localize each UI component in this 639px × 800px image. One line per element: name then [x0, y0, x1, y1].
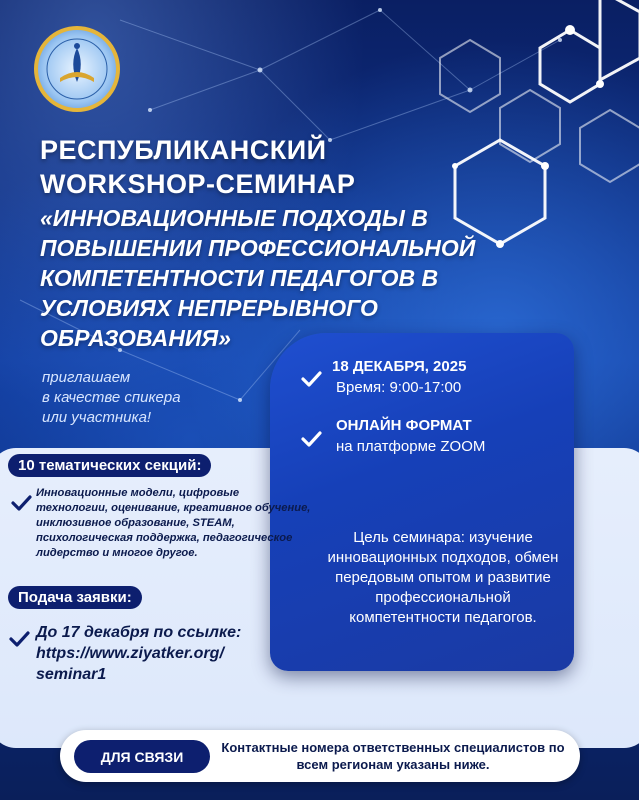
contact-button[interactable]: ДЛЯ СВЯЗИ — [74, 740, 210, 773]
application-deadline-link[interactable]: До 17 декабря по ссылке: https://www.ziyatker.org/ seminar1 — [36, 624, 242, 683]
check-icon — [8, 628, 30, 650]
logo-emblem-icon — [38, 30, 116, 108]
seminar-topic: «ИННОВАЦИОННЫЕ ПОДХОДЫ В ПОВЫШЕНИИ ПРОФЕССИОНАЛЬНОЙ КОМПЕТЕНТНОСТИ ПЕДАГОГОВ В УСЛОВИЯХ НЕПРЕРЫВНОГО ОБРАЗОВАНИЯ» — [40, 205, 476, 351]
check-icon — [10, 492, 32, 514]
application-label: Подача заявки: — [8, 586, 142, 609]
organization-logo — [34, 26, 120, 112]
check-icon — [300, 368, 322, 390]
event-format: ОНЛАЙН ФОРМАТ — [336, 417, 472, 434]
contact-info-text: Контактные номера ответственных специалистов по всем регионам указаны ниже. — [221, 740, 565, 772]
sections-list: Инновационные модели, цифровые технологии, оценивание, креативное обучение, инклюзивное образование, STEAM, психологическая поддержка, педагогическое лидерство и многое другое. — [36, 487, 311, 559]
event-platform: на платформе ZOOM — [336, 438, 486, 455]
invitation-text: приглашаем в качестве спикера или участника! — [42, 369, 181, 426]
title-line-1: РЕСПУБЛИКАНСКИЙ — [40, 135, 327, 165]
sections-label: 10 тематических секций: — [8, 454, 211, 477]
title-line-2: WORKSHOP-СЕМИНАР — [40, 169, 356, 199]
event-date: 18 ДЕКАБРЯ, 2025 — [332, 358, 467, 375]
event-time: Время: 9:00-17:00 — [336, 379, 462, 396]
check-icon — [300, 428, 322, 450]
seminar-goal: Цель семинара: изучение инновационных подходов, обмен передовым опытом и развитие профессиональной компетентности педагогов. — [327, 529, 559, 626]
